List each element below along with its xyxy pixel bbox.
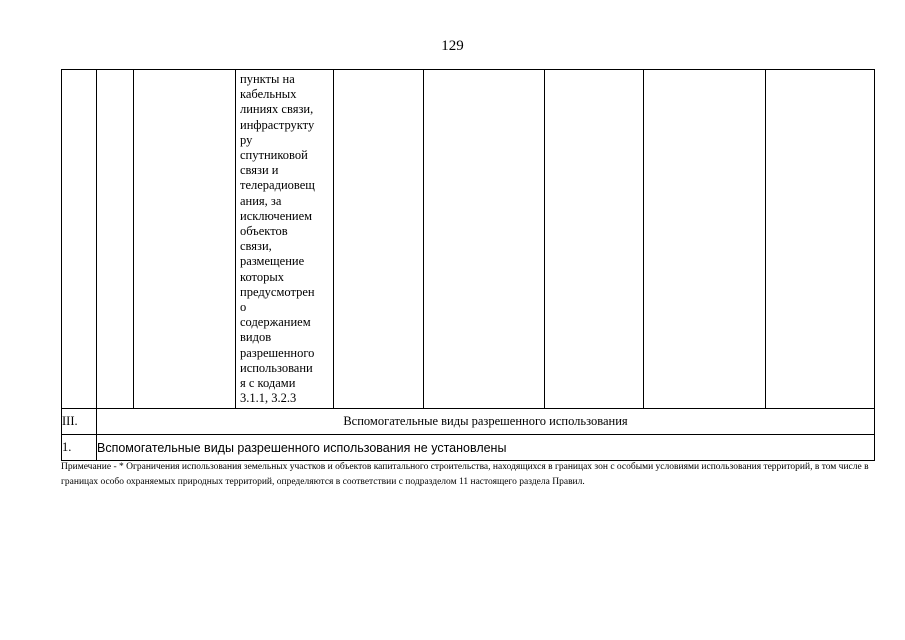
section-title: Вспомогательные виды разрешенного использования — [97, 409, 875, 435]
table-row — [62, 70, 875, 409]
permitted-use-description: пункты на кабельных линиях связи, инфраструкту ру спутниковой связи и телерадиовещ ания, за исключением объектов связи, размещение которых предусмотрен о содержанием видов разрешенного использовани я с кодами 3.1.1, 3.2.3 — [240, 72, 315, 406]
section-number: III. — [62, 409, 97, 435]
land-use-table — [61, 69, 875, 461]
table-cell — [62, 70, 97, 409]
item-text: Вспомогательные виды разрешенного использования не установлены — [97, 435, 875, 461]
table-cell — [334, 70, 424, 409]
table-cell — [545, 70, 644, 409]
table-cell — [766, 70, 875, 409]
footnote: Примечание - * Ограничения использования земельных участков и объектов капитального строительства, находящихся в границах зон с особыми условиями использования территорий, в том числе в границах особо охраняемых природных территорий, определяются в соответствии с подразделом 11 настоящего раздела Правил. — [61, 462, 869, 487]
table-cell — [644, 70, 766, 409]
page-number: 129 — [441, 38, 464, 54]
table-cell — [424, 70, 545, 409]
item-number: 1. — [62, 435, 97, 461]
table-row — [62, 435, 875, 461]
section-row — [62, 409, 875, 435]
table-cell — [97, 70, 134, 409]
table-cell — [236, 70, 334, 409]
table-cell — [134, 70, 236, 409]
